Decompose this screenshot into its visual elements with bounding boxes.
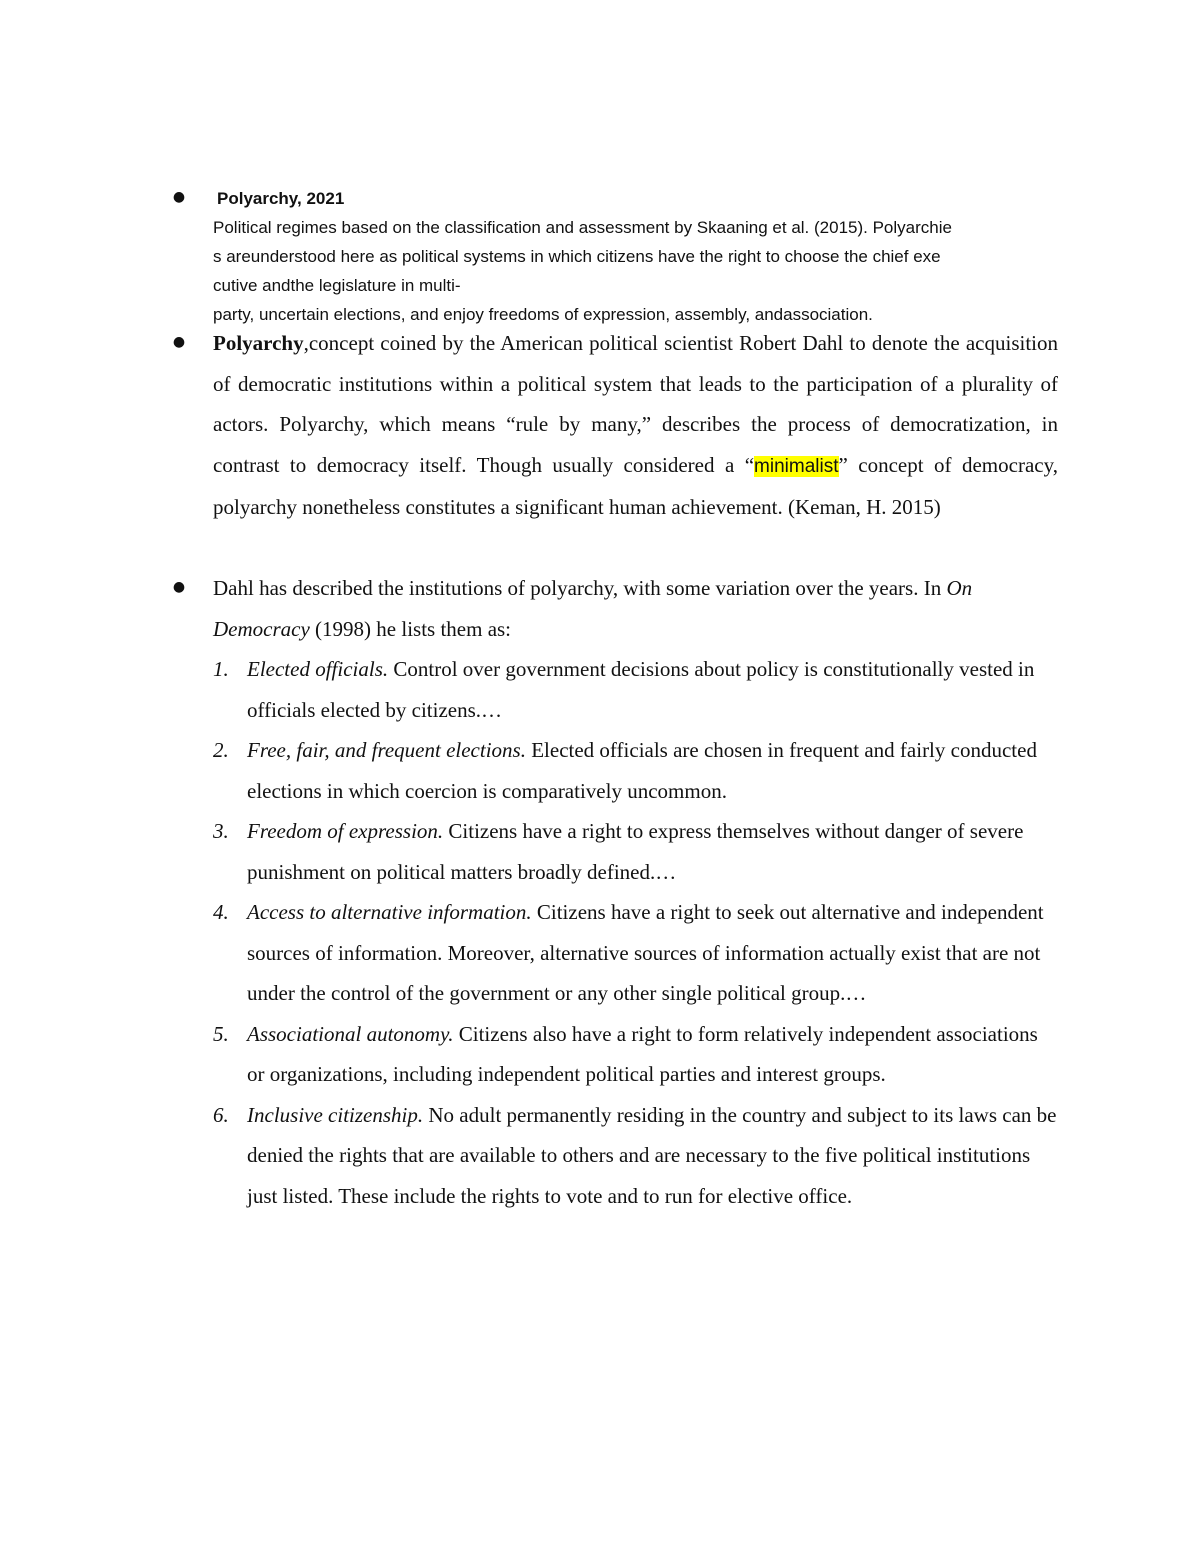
- section-heading: Polyarchy, 2021: [217, 189, 345, 208]
- item-title: Freedom of expression.: [247, 819, 444, 843]
- list-number: 1.: [213, 657, 229, 681]
- highlighted-word: minimalist: [754, 455, 839, 477]
- bullet-icon: ●: [172, 579, 186, 595]
- section-polyarchy-definition: [213, 323, 1058, 528]
- section-line: s areunderstood here as political systems in which citizens have the right to choose the chief exe: [213, 247, 941, 266]
- intro-text: (1998) he lists them as:: [309, 616, 512, 641]
- list-number: 6.: [213, 1102, 229, 1127]
- institutions-list: [213, 649, 1058, 1216]
- book-title: On Democracy: [213, 576, 973, 641]
- item-text: No adult permanently residing in the country and subject to its laws can be denied the rights that are available to others and are necessary to the five political institutions just listed. These include the rights to vote and to run for elective office.: [247, 1102, 1057, 1208]
- intro-text: Dahl has described the institutions of polyarchy, with some variation over the years. In: [213, 576, 947, 600]
- section-line: party, uncertain elections, and enjoy freedoms of expression, assembly, andassociation.: [213, 305, 873, 324]
- list-number: 2.: [213, 738, 229, 762]
- item-text: Citizens also have a right to form relatively independent associations or organizations, including independent political parties and interest groups.: [247, 1021, 1038, 1086]
- section-line: Political regimes based on the classification and assessment by Skaaning et al. (2015). Polyarchie: [213, 218, 952, 237]
- item-title: Elected officials.: [247, 657, 389, 681]
- item-title: Access to alternative information.: [247, 900, 532, 924]
- item-text: Citizens have a right to express themselves without danger of severe punishment on political matters broadly defined.…: [247, 819, 1024, 884]
- item-title: Inclusive citizenship.: [247, 1102, 424, 1127]
- item-title: Free, fair, and frequent elections.: [247, 738, 526, 762]
- section-dahl-institutions: [213, 568, 1058, 649]
- list-item: [213, 811, 1058, 892]
- list-number: 4.: [213, 900, 229, 924]
- list-item: [213, 730, 1058, 811]
- section-polyarchy-2021: [213, 184, 1063, 329]
- item-text: Elected officials are chosen in frequent and fairly conducted elections in which coercion is comparatively uncommon.: [247, 738, 1037, 803]
- item-text: Control over government decisions about policy is constitutionally vested in officials elected by citizens.…: [247, 657, 1035, 722]
- list-item: [213, 649, 1058, 730]
- list-item: [213, 1095, 1058, 1217]
- list-item: [213, 892, 1058, 1014]
- list-number: 3.: [213, 819, 229, 843]
- bullet-icon: ●: [172, 189, 186, 205]
- item-text: Citizens have a right to seek out alternative and independent sources of information. Moreover, alternative sources of information actually exist that are not under the control of the government or any other single political group.…: [247, 900, 1044, 1005]
- bullet-icon: ●: [172, 334, 186, 350]
- list-item: [213, 1014, 1058, 1095]
- definition-paragraph: [213, 323, 1058, 528]
- definition-text: ,concept coined by the American political scientist Robert Dahl to denote the acquisition of democratic institutions within a political system that leads to the participation of a plurality of actors. Polyarchy, which means “rule by many,” describes the process of democratization, in contrast to democracy itself. Though usually considered a “: [213, 331, 1058, 477]
- item-title: Associational autonomy.: [247, 1021, 454, 1046]
- section-line: cutive andthe legislature in multi-: [213, 276, 461, 295]
- list-number: 5.: [213, 1021, 229, 1046]
- intro-paragraph: [213, 568, 1058, 649]
- definition-term: Polyarchy: [213, 331, 304, 355]
- definition-text: ” concept of democracy, polyarchy nonetheless constitutes a significant human achievement. (Keman, H. 2015): [213, 452, 1058, 519]
